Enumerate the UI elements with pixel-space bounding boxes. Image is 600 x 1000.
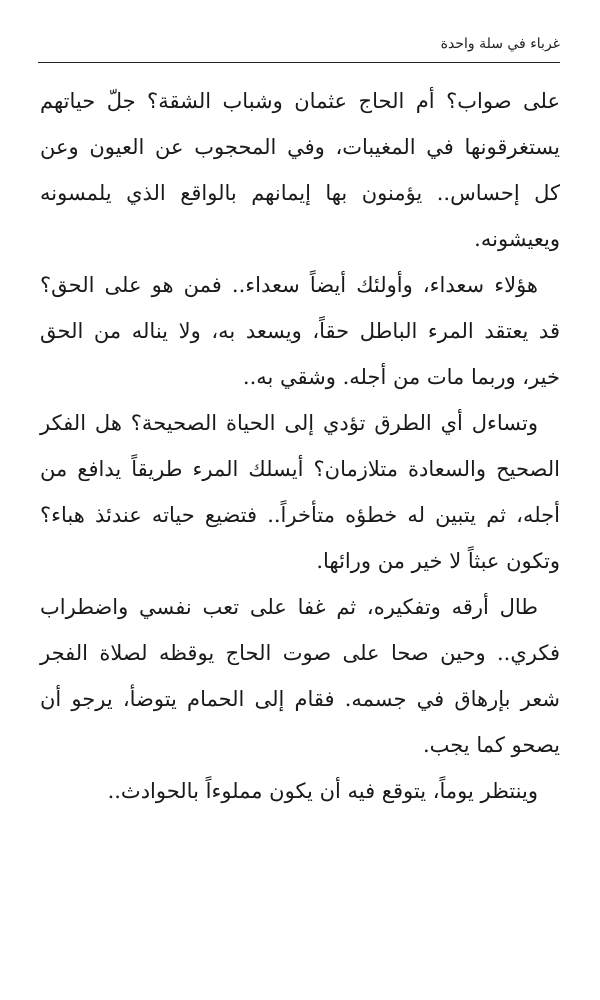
text-line: ويعيشونه. [474,227,560,251]
header-rule [38,62,560,63]
text-line: كل إحساس.. يؤمنون بها إيمانهم بالواقع الذي يلمسونه [40,181,560,205]
text-line: قد يعتقد المرء الباطل حقاً، ويسعد به، ولا يناله من الحق [40,319,560,343]
paragraph-3 [40,400,560,584]
paragraph-2 [40,262,560,400]
paragraph-4 [40,584,560,768]
text-line: طال أرقه وتفكيره، ثم غفا على تعب نفسي واضطراب [40,595,538,619]
text-line: فكري.. وحين صحا على صوت الحاج يوقظه لصلاة الفجر [40,641,560,665]
paragraph-1 [40,78,560,262]
text-line: هؤلاء سعداء، وأولئك أيضاً سعداء.. فمن هو على الحق؟ [40,273,538,297]
text-line: الصحيح والسعادة متلازمان؟ أيسلك المرء طريقاً يدافع من [40,457,560,481]
text-line: أجله، ثم يتبين له خطؤه متأخراً.. فتضيع حياته عندئذ هباء؟ [40,503,560,527]
text-line: وتساءل أي الطرق تؤدي إلى الحياة الصحيحة؟ هل الفكر [40,411,538,435]
text-line: وينتظر يوماً، يتوقع فيه أن يكون مملوءاً بالحوادث.. [107,779,538,803]
text-line: خير، وربما مات من أجله. وشقي به.. [242,365,560,389]
running-head-title: غرباء في سلة واحدة [440,36,560,52]
body-text [40,78,560,814]
text-line: على صواب؟ أم الحاج عثمان وشباب الشقة؟ جلّ حياتهم [40,89,560,113]
text-line: وتكون عبثاً لا خير من ورائها. [316,549,560,573]
text-line: يصحو كما يجب. [422,733,560,757]
text-line: شعر بإرهاق في جسمه. فقام إلى الحمام يتوضأ، يرجو أن [40,687,560,711]
paragraph-5 [40,768,560,814]
text-line: يستغرقونها في المغيبات، وفي المحجوب عن العيون وعن [40,135,560,159]
